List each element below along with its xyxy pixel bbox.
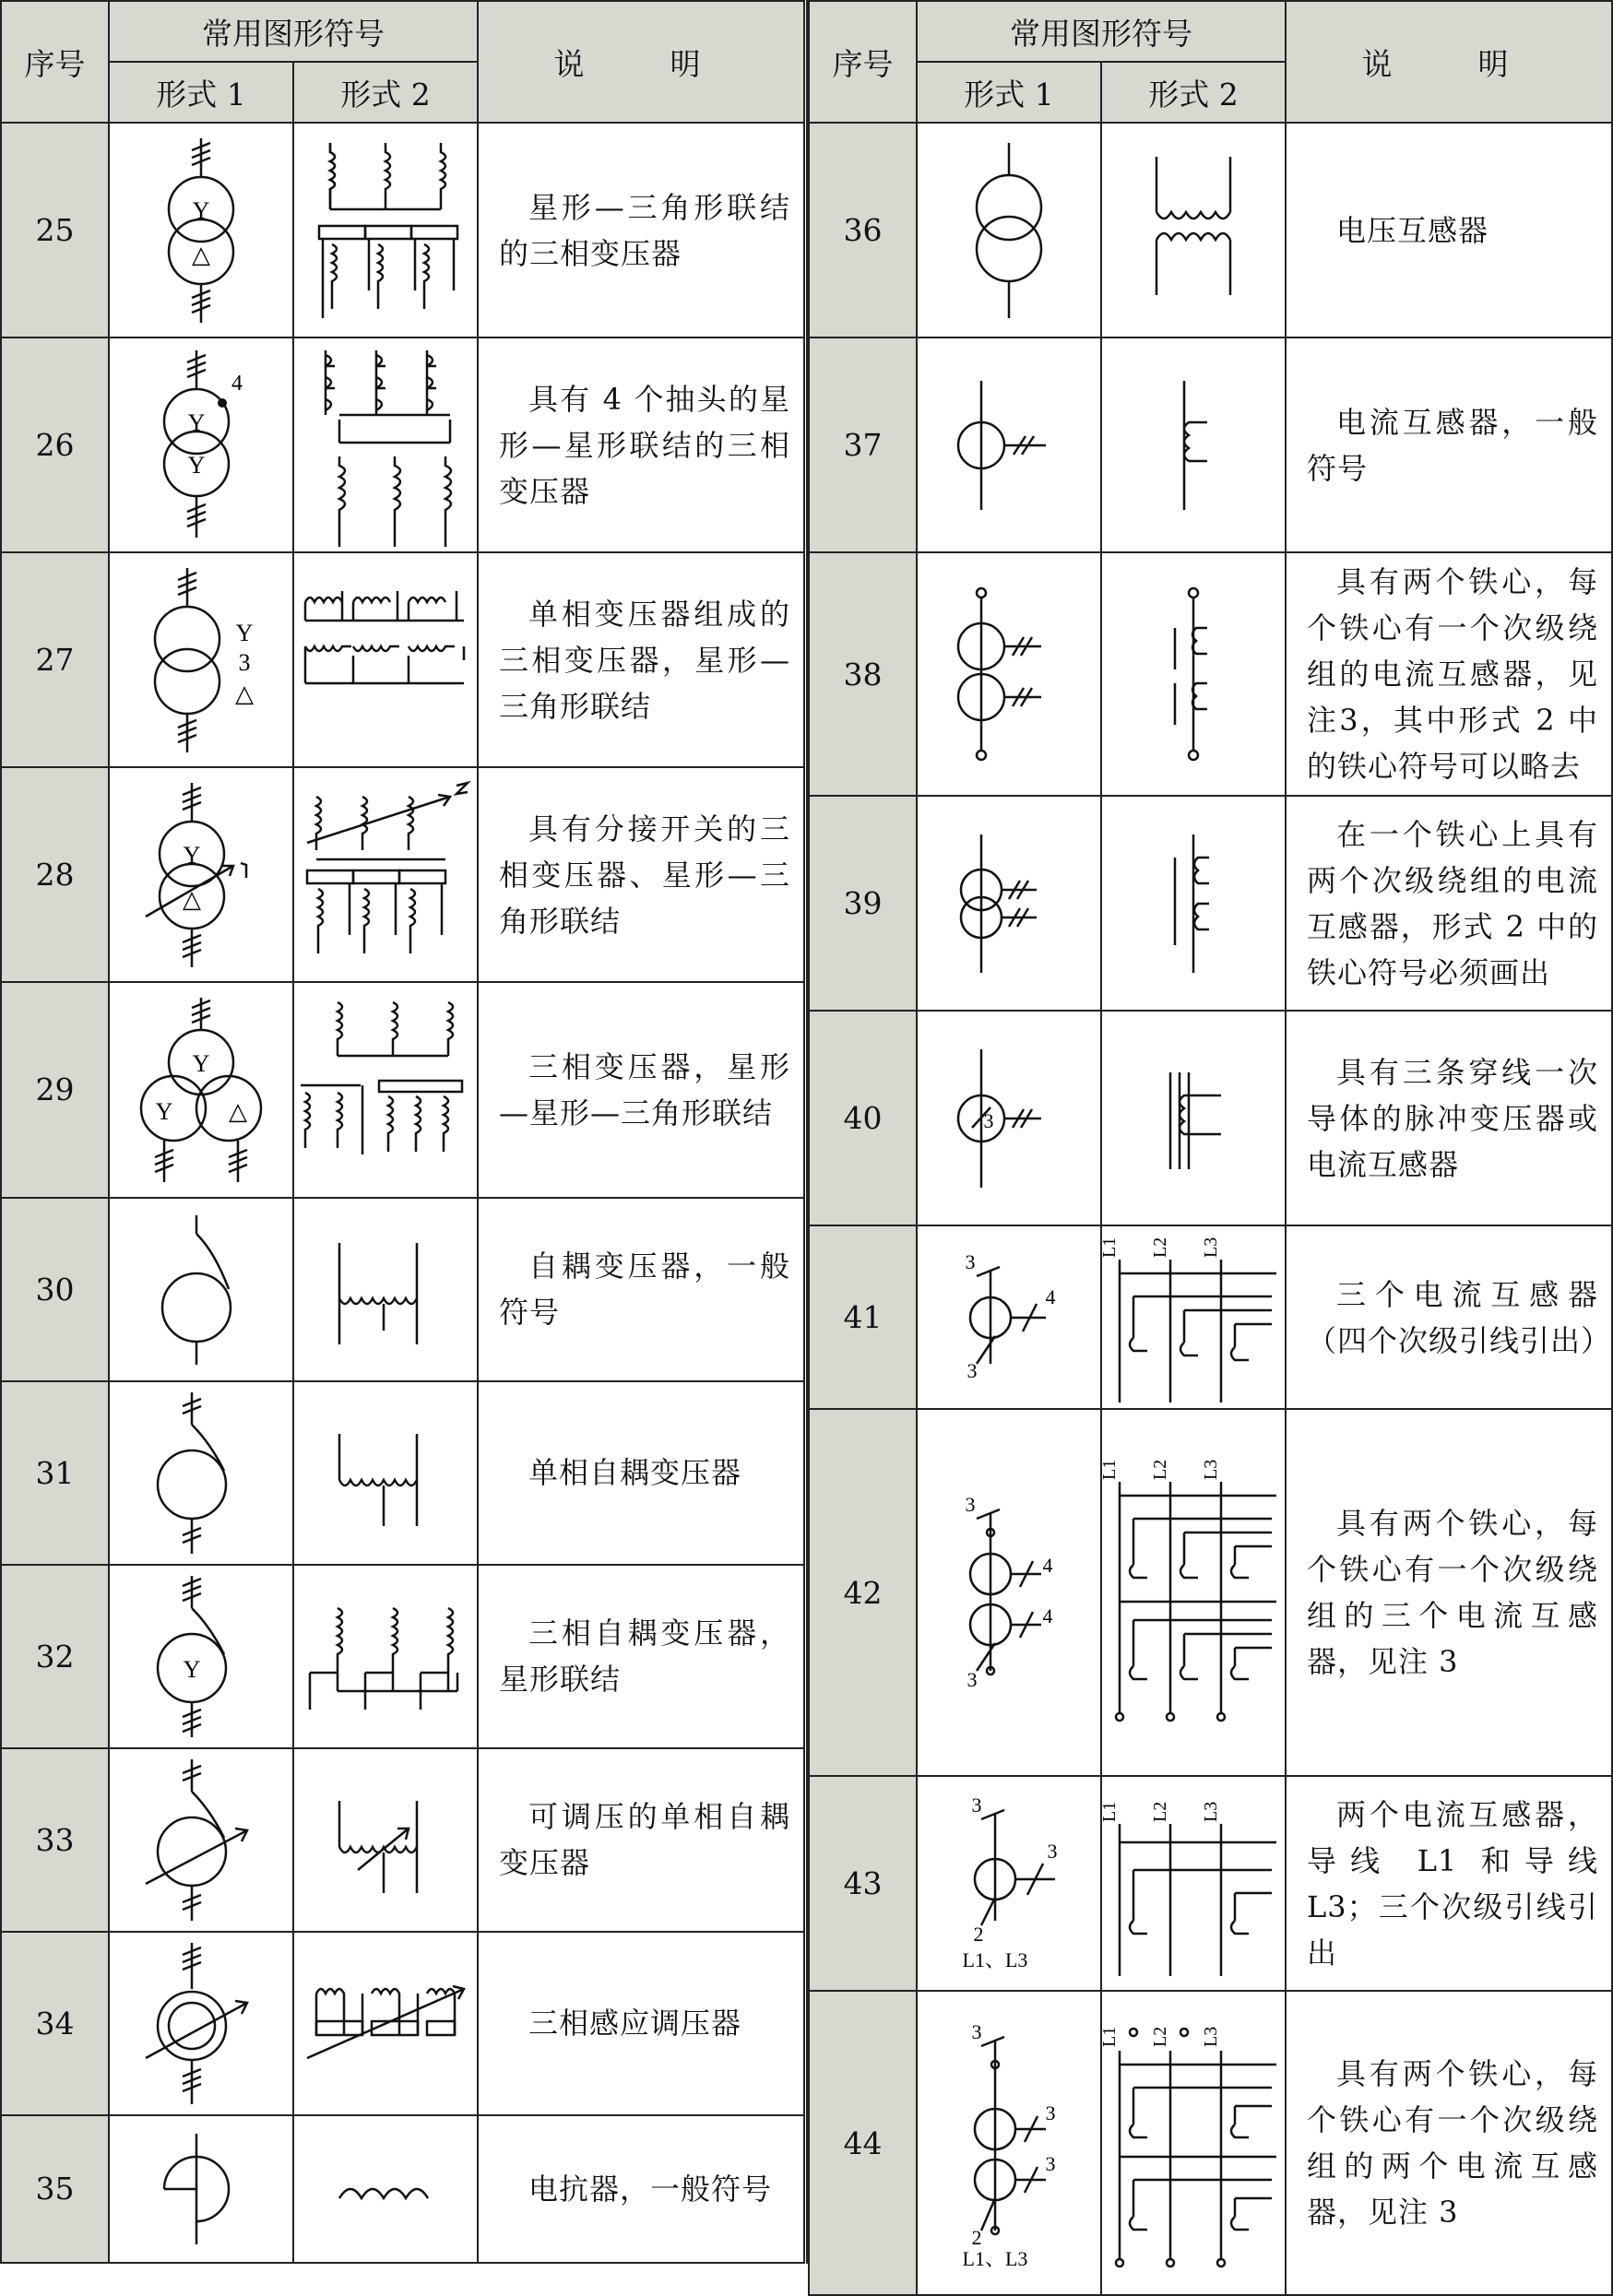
phase-l2-label: L2	[1150, 1459, 1170, 1480]
symbol-form2	[293, 552, 478, 767]
row-number: 30	[1, 1198, 109, 1381]
symbol-form2	[1101, 1011, 1286, 1225]
table-row	[809, 123, 1612, 337]
symbol-form1	[917, 796, 1101, 1011]
star-label: Y	[187, 409, 206, 437]
two-winding-current-transformer-icon	[944, 830, 1073, 977]
row-description: 具有分接开关的三相变压器、星形—三角形联结	[478, 767, 804, 982]
symbol-form1	[109, 1932, 293, 2115]
table-row	[809, 1776, 1612, 1991]
row-number: 35	[1, 2115, 109, 2263]
star-label: Y	[183, 841, 201, 869]
row-description: 三相感应调压器	[478, 1932, 804, 2115]
tap-changer-transformer-icon	[141, 778, 261, 972]
row-number: 29	[1, 982, 109, 1197]
symbol-form1	[917, 337, 1101, 552]
row-description: 电压互感器	[1286, 123, 1612, 337]
row-description: 可调压的单相自耦变压器	[478, 1748, 804, 1932]
symbol-form1	[109, 2115, 293, 2263]
row-description: 具有两个铁心，每个铁心有一个次级绕组的电流互感器，见注3，其中形式 2 中的铁心符号可以略去	[1286, 552, 1612, 796]
ct-count-label: 2	[971, 2226, 982, 2249]
table-row	[809, 1225, 1612, 1409]
delta-label: △	[235, 680, 254, 707]
symbol-form2	[293, 1565, 478, 1748]
symbol-form2	[293, 1198, 478, 1381]
primary-count-label: 3	[965, 1493, 976, 1516]
star-label: Y	[192, 196, 210, 224]
row-number: 42	[809, 1409, 917, 1776]
table-row	[809, 796, 1612, 1011]
table-left-half	[0, 0, 803, 2264]
phase-l1-label: L1	[1099, 1237, 1120, 1258]
star-label-2: Y	[187, 452, 206, 479]
symbol-form1	[917, 1409, 1101, 1776]
phase-l1-label: L1	[1099, 1801, 1120, 1822]
ct-count-label: 3	[967, 1358, 978, 1382]
header-desc: 说 明	[478, 1, 804, 123]
star-label-2: Y	[155, 1097, 173, 1125]
row-number: 36	[809, 123, 917, 337]
row-description: 三个电流互感器（四个次级引线引出）	[1286, 1225, 1612, 1409]
three-phase-autotransformer-winding-icon	[301, 1571, 471, 1742]
symbol-form1	[917, 1225, 1101, 1409]
single-phase-autotransformer-icon	[155, 1388, 247, 1558]
phase-l3-label: L3	[1201, 2026, 1221, 2047]
three-winding-coil-icon	[296, 993, 476, 1187]
three-winding-transformer-icon	[123, 993, 279, 1187]
symbol-form1	[109, 1565, 293, 1748]
row-description: 电抗器，一般符号	[478, 2115, 804, 2263]
phase-l3-label: L3	[1201, 1459, 1221, 1480]
symbol-form1	[109, 982, 293, 1197]
two-winding-ct-coil-icon	[1152, 830, 1235, 977]
star-label: Y	[235, 619, 254, 646]
two-ct-two-core-icon	[940, 2018, 1078, 2270]
symbol-form2	[293, 337, 478, 552]
symbol-form1	[109, 123, 293, 337]
ct-count-label: 2	[973, 1922, 984, 1946]
row-description: 自耦变压器，一般符号	[478, 1198, 804, 1381]
tapped-winding-icon	[302, 346, 468, 544]
symbol-form2	[1101, 796, 1286, 1011]
tap-changer-winding-icon	[298, 778, 473, 972]
row-number: 31	[1, 1381, 109, 1565]
row-description: 在一个铁心上具有两个次级绕组的电流互感器，形式 2 中的铁心符号必须画出	[1286, 796, 1612, 1011]
row-description: 具有两个铁心，每个铁心有一个次级绕组的三个电流互感器，见注 3	[1286, 1409, 1612, 1776]
phase-pair-label: L1、L3	[962, 2247, 1028, 2270]
symbol-form1	[917, 1991, 1101, 2295]
tap-count-label: 4	[231, 372, 243, 396]
three-ct-two-core-icon	[944, 1491, 1073, 1694]
row-description: 具有两个铁心，每个铁心有一个次级绕组的两个电流互感器，见注 3	[1286, 1991, 1612, 2295]
row-number: 28	[1, 767, 109, 982]
autotransformer-icon	[155, 1206, 247, 1372]
symbol-form2	[293, 982, 478, 1197]
three-ct-wiring-icon	[1099, 1232, 1281, 1402]
row-description: 具有三条穿线一次导体的脉冲变压器或电流互感器	[1286, 1011, 1612, 1225]
symbol-form2	[293, 2115, 478, 2263]
symbol-form1	[917, 1776, 1101, 1991]
table-row	[1, 1381, 804, 1565]
row-number: 44	[809, 1991, 917, 2295]
phase-l1-label: L1	[1099, 2026, 1120, 2047]
symbol-form2	[293, 767, 478, 982]
symbol-form1	[109, 767, 293, 982]
autotransformer-winding-icon	[330, 1206, 441, 1372]
table-row	[809, 1409, 1612, 1776]
symbol-form2	[1101, 1991, 1286, 2295]
symbol-form2	[1101, 337, 1286, 552]
induction-regulator-winding-icon	[298, 1938, 473, 2109]
row-number: 41	[809, 1225, 917, 1409]
header-desc: 说 明	[1286, 1, 1612, 123]
three-current-transformers-icon	[944, 1249, 1073, 1387]
single-phase-bank-transformer-icon	[141, 563, 261, 757]
delta-label: △	[183, 885, 201, 913]
primary-count-label: 3	[965, 1249, 976, 1273]
row-number: 25	[1, 123, 109, 337]
table-right-half	[808, 0, 1612, 2270]
phase-l3-label: L3	[1201, 1801, 1221, 1822]
header-form1: 形式 1	[109, 62, 293, 123]
adjustable-autotransformer-icon	[141, 1755, 261, 1925]
row-number: 33	[1, 1748, 109, 1932]
row-number: 26	[1, 337, 109, 552]
symbol-form2	[293, 1381, 478, 1565]
adjustable-autotransformer-winding-icon	[326, 1755, 445, 1925]
table-row	[1, 1198, 804, 1381]
phase-l2-label: L2	[1150, 1237, 1170, 1258]
phase-l1-label: L1	[1099, 1459, 1120, 1480]
secondary-count-label: 4	[1045, 1284, 1056, 1308]
star-label: Y	[192, 1049, 210, 1077]
symbol-form1	[917, 552, 1101, 796]
symbol-form2	[1101, 1225, 1286, 1409]
header-form2: 形式 2	[1101, 62, 1286, 123]
table-row	[1, 1748, 804, 1932]
table-row	[809, 1011, 1612, 1225]
secondary-count-label-2: 3	[1045, 2152, 1056, 2175]
symbol-form2	[1101, 1776, 1286, 1991]
two-core-current-transformer-icon	[944, 582, 1073, 766]
symbol-form1	[109, 337, 293, 552]
voltage-transformer-icon	[963, 138, 1055, 323]
induction-regulator-icon	[141, 1938, 261, 2109]
symbol-form2	[293, 1932, 478, 2115]
symbol-form2	[1101, 123, 1286, 337]
row-description: 单相自耦变压器	[478, 1381, 804, 1565]
delta-label: △	[192, 241, 210, 268]
table-row	[1, 982, 804, 1197]
row-number: 37	[809, 337, 917, 552]
table-row	[809, 1991, 1612, 2295]
phase-pair-label: L1、L3	[962, 1947, 1028, 1971]
star-delta-transformer-icon	[146, 134, 256, 327]
reactor-coil-icon	[335, 2161, 436, 2217]
table-row	[1, 767, 804, 982]
row-number: 32	[1, 1565, 109, 1748]
symbol-form2	[1101, 1409, 1286, 1776]
secondary-count-label: 3	[1045, 2101, 1056, 2124]
row-number: 43	[809, 1776, 917, 1991]
row-description: 电流互感器，一般符号	[1286, 337, 1612, 552]
bank-count-label: 3	[238, 648, 251, 676]
table-row	[809, 552, 1612, 796]
header-form1: 形式 1	[917, 62, 1101, 123]
row-description: 两个电流互感器，导线 L1 和导线 L3；三个次级引线引出	[1286, 1776, 1612, 1991]
row-description: 三相变压器，星形—星形—三角形联结	[478, 982, 804, 1197]
header-seq: 序号	[809, 1, 917, 123]
current-transformer-icon	[944, 376, 1073, 515]
symbol-form2	[293, 1748, 478, 1932]
table-row	[1, 2115, 804, 2263]
header-seq: 序号	[1, 1, 109, 123]
symbol-form2	[293, 123, 478, 337]
star-label: Y	[183, 1655, 201, 1683]
secondary-count-label-2: 4	[1042, 1604, 1053, 1627]
voltage-transformer-winding-icon	[1138, 138, 1249, 323]
header-common-symbol: 常用图形符号	[917, 1, 1286, 62]
table-row	[1, 1932, 804, 2115]
phase-l3-label: L3	[1201, 1237, 1221, 1258]
row-number: 27	[1, 552, 109, 767]
table-row	[1, 123, 804, 337]
phase-l2-label: L2	[1150, 1801, 1170, 1822]
row-description: 具有 4 个抽头的星形—星形联结的三相变压器	[478, 337, 804, 552]
primary-count-label: 3	[971, 2020, 982, 2043]
table-row	[1, 552, 804, 767]
table-row	[1, 1565, 804, 1748]
primary-count-label: 3	[971, 1793, 982, 1817]
reactor-icon	[155, 2124, 247, 2254]
phase-l2-label: L2	[1150, 2026, 1170, 2047]
table-row	[809, 337, 1612, 552]
symbol-form1	[109, 552, 293, 767]
secondary-count-label: 3	[1047, 1839, 1058, 1863]
symbol-form1	[109, 1198, 293, 1381]
symbol-form2	[1101, 552, 1286, 796]
row-description: 星形—三角形联结的三相变压器	[478, 123, 804, 337]
row-number: 38	[809, 552, 917, 796]
secondary-count-label: 4	[1042, 1554, 1053, 1577]
star-star-tapped-transformer-icon	[141, 346, 261, 544]
delta-label: △	[229, 1097, 247, 1125]
row-description: 单相变压器组成的三相变压器，星形—三角形联结	[478, 552, 804, 767]
two-ct-two-core-wiring-icon	[1099, 2014, 1281, 2272]
header-common-symbol: 常用图形符号	[109, 1, 478, 62]
ct-count-label: 3	[967, 1668, 978, 1691]
two-ct-wiring-icon	[1099, 1787, 1281, 1981]
three-ct-two-core-wiring-icon	[1099, 1454, 1281, 1731]
header-form2: 形式 2	[293, 62, 478, 123]
pulse-transformer-icon	[944, 1045, 1073, 1192]
symbol-form1	[109, 1381, 293, 1565]
symbol-form1	[917, 123, 1101, 337]
conductor-count-label: 3	[983, 1108, 994, 1132]
three-phase-winding-icon	[302, 134, 468, 327]
two-current-transformers-icon	[940, 1792, 1078, 1976]
row-number: 39	[809, 796, 917, 1011]
row-description: 三相自耦变压器，星形联结	[478, 1565, 804, 1748]
single-phase-autotransformer-winding-icon	[330, 1388, 441, 1558]
three-phase-autotransformer-icon	[155, 1571, 247, 1742]
row-number: 40	[809, 1011, 917, 1225]
bank-winding-icon	[298, 563, 473, 757]
pulse-transformer-winding-icon	[1152, 1045, 1235, 1192]
row-number: 34	[1, 1932, 109, 2115]
current-transformer-winding-icon	[1156, 376, 1230, 515]
table-row	[1, 337, 804, 552]
symbol-form1	[917, 1011, 1101, 1225]
two-core-ct-winding-icon	[1152, 582, 1235, 766]
symbol-form1	[109, 1748, 293, 1932]
